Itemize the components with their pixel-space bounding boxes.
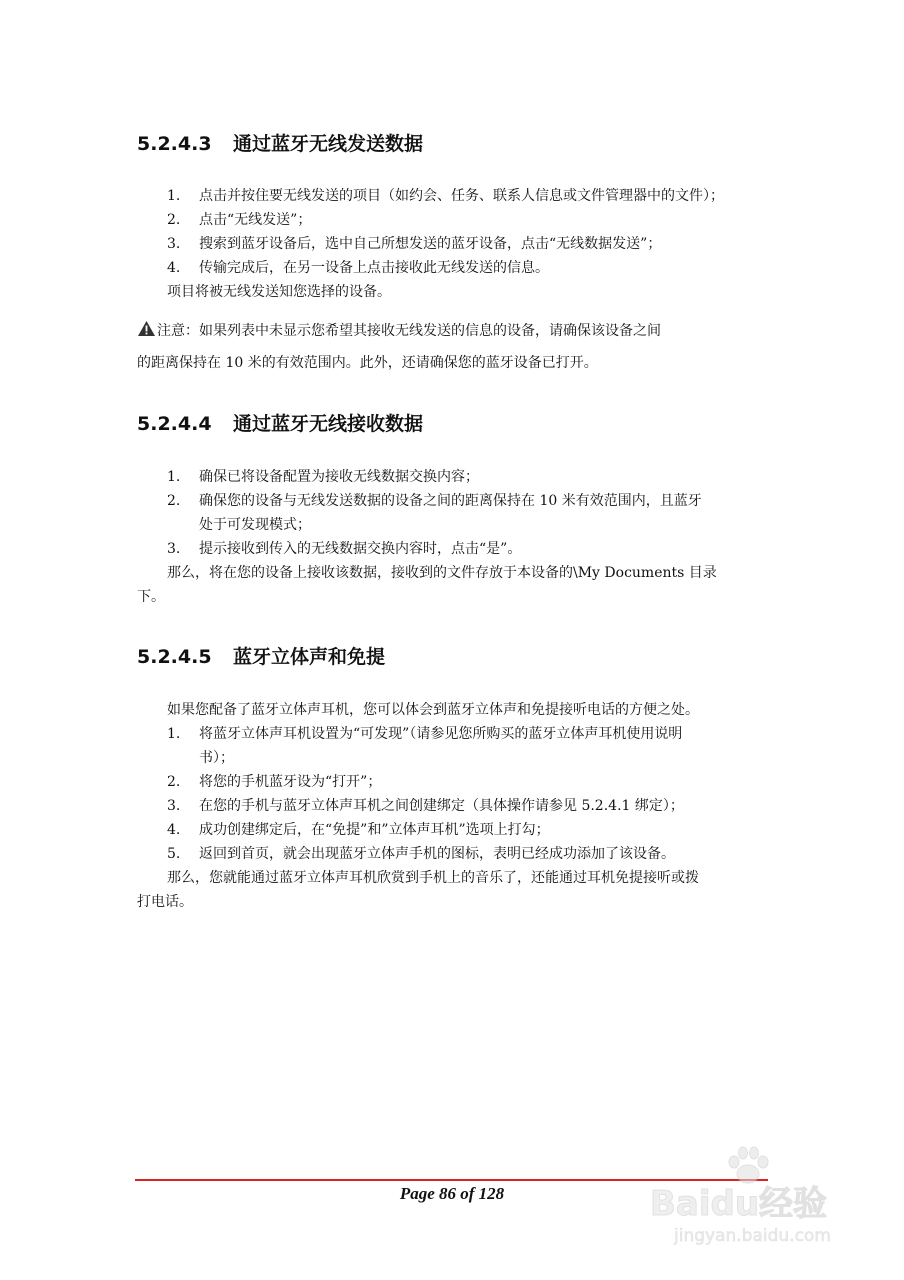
page-number: Page 86 of 128: [399, 1184, 505, 1203]
list-item: 4. 传输完成后，在另一设备上点击接收此无线发送的信息。: [167, 260, 549, 276]
watermark-url: jingyan.baidu.com: [674, 1226, 831, 1246]
section-number: 5.2.4.4: [137, 413, 212, 435]
watermark-brand: Baidu经验: [650, 1184, 828, 1224]
paragraph-continuation: 打电话。: [137, 894, 193, 910]
paragraph: 项目将被无线发送知您选择的设备。: [167, 284, 391, 300]
section-number: 5.2.4.5: [137, 646, 212, 668]
paragraph-continuation: 下。: [137, 589, 165, 605]
list-item-continuation: 处于可发现模式；: [199, 517, 311, 533]
section-title: 通过蓝牙无线接收数据: [233, 413, 424, 435]
section-heading: [137, 129, 423, 156]
note-line: [137, 320, 661, 342]
list-item: 1. 点击并按住要无线发送的项目（如约会、任务、联系人信息或文件管理器中的文件）；: [167, 188, 724, 204]
paragraph: 那么，您就能通过蓝牙立体声耳机欣赏到手机上的音乐了，还能通过耳机免提接听或拨: [167, 870, 699, 886]
list-item: 2. 确保您的设备与无线发送数据的设备之间的距离保持在 10 米有效范围内，且蓝牙: [167, 493, 702, 509]
note-line: 的距离保持在 10 米的有效范围内。此外，还请确保您的蓝牙设备已打开。: [137, 355, 598, 371]
list-item: 3. 在您的手机与蓝牙立体声耳机之间创建绑定（具体操作请参见 5.2.4.1 绑定）；: [167, 798, 684, 814]
note-text: 注意：如果列表中未显示您希望其接收无线发送的信息的设备，请确保该设备之间: [157, 323, 661, 339]
paragraph: 如果您配备了蓝牙立体声耳机，您可以体会到蓝牙立体声和免提接听电话的方便之处。: [167, 702, 699, 718]
section-title: 蓝牙立体声和免提: [233, 646, 386, 668]
list-item: 4. 成功创建绑定后，在“免提”和”立体声耳机”选项上打勾；: [167, 822, 550, 838]
list-item-continuation: 书）；: [199, 750, 234, 766]
list-item: 2. 点击“无线发送”；: [167, 212, 312, 228]
paragraph: 那么，将在您的设备上接收该数据，接收到的文件存放于本设备的\My Documents 目录: [167, 565, 717, 581]
section-title: 通过蓝牙无线发送数据: [233, 133, 424, 155]
list-item: 5. 返回到首页，就会出现蓝牙立体声手机的图标，表明已经成功添加了该设备。: [167, 846, 675, 862]
section-number: 5.2.4.3: [137, 133, 212, 155]
list-item: 3. 提示接收到传入的无线数据交换内容时，点击“是”。: [167, 541, 522, 557]
list-item: 1. 将蓝牙立体声耳机设置为“可发现”（请参见您所购买的蓝牙立体声耳机使用说明: [167, 726, 683, 742]
list-item: 1. 确保已将设备配置为接收无线数据交换内容；: [167, 469, 479, 485]
watermark: [640, 1146, 860, 1266]
section-heading: [137, 642, 385, 669]
list-item: 2. 将您的手机蓝牙设为“打开”；: [167, 774, 382, 790]
section-heading: [137, 409, 423, 436]
warning-icon: [137, 320, 156, 342]
list-item: 3. 搜索到蓝牙设备后，选中自己所想发送的蓝牙设备，点击“无线数据发送”；: [167, 236, 662, 252]
